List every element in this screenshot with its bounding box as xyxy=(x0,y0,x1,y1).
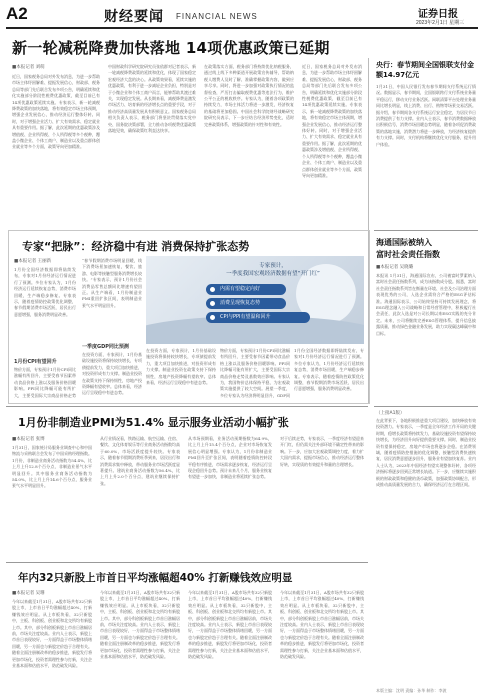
sidebar-story-3-headline: （上接A1版） xyxy=(376,411,405,416)
lead-body-col-3: 在政策落实方面，税务部门将持续优化纳税服务，通过线上线下多种渠道开展政策宣传辅导，帮助纳税人缴费人及时了解、准确掌握政策内容，做到应享尽享。同时，将进一步加强对政策执行情况的监督检查，严厉打击骗取税费优惠等违法行为，维护公平公正的税收秩序。专家认为，随着各项政策的持续发力，市场主体活力将进一步激发，经济恢复的基础将更加稳固。中国社会科学院财经战略研究院研究员表示，下一步应结合经济形势变化，适时完善政策体系，增强政策的针对性和有效性。 xyxy=(204,64,294,127)
sidebar-story-1-body: 1月31日，中国人民银行发布春节期间支付系统运行情况。数据显示，春节期间，全国银联跨行支付系统业务量平稳运行，移动支付业务活跃。网联清算平台处理业务量同比增长明显，线上消费、出行、购物等场景交易活跃。据介绍，春节期间各支付系统运行安全稳定，为居民节日消费提供了有力支撑。业内人士表示，春节消费数据释放出积极信号，消费市场回暖态势明显，随着各项促消费政策的落地实施，消费潜力将进一步释放，为经济恢复提供有力支撑。同时，支付机构将继续优化支付服务，提升用户体验。 xyxy=(376,84,476,147)
feature-pill-1-label: 内需有望稳定向好 xyxy=(220,286,261,292)
feature-byline: ■本报记者 王丽新 xyxy=(14,259,52,264)
feature-illustration xyxy=(146,256,364,344)
masthead-logo: 证券日报 xyxy=(418,9,458,20)
pill-dot-icon xyxy=(210,301,215,306)
pmi-body-col-3: 从市场预期看，业务活动预期指数为64.9%，比上月上升15.4个百分点，企业对市场恢复发展信心明显增强。专家认为，1月份非制造业PMI回升至扩张区间，表明随着疫情防控转段平稳有序推进，市场需求逐步恢复，经济运行呈现企稳回升态势。预计未来几个月，服务业恢复有望进一步加快，非制造业将延续扩张态势。 xyxy=(188,436,272,480)
pmi-body-col-2: 从行业情况看，铁路运输、航空运输、住宿、餐饮、文化体育娱乐等行业商务活动指数均高于60.0%，市场活跃度提升较快。专家表示，随着春节假期消费旺季到来，居民出行和消费需求集中释放，带动服务业市场活跃度显著提升。建筑业商务活动指数为56.4%，比上月上升2.0个百分点，建筑业继续保持扩张。 xyxy=(100,436,180,486)
sidebar-rule-2 xyxy=(374,406,478,407)
lead-body-col-2: 中国财政科学研究院研究员张依群对记者表示，新一轮减税降费政策的延续和优化，体现了国家稳定宏观经济大盘的决心。从政策效果看，延续实施的优惠政策，有利于进一步减轻企业负担，特别是对于小微企业和个体工商户而言，能够帮助其渡过难关，实现稳定发展。从长期来看，减税降费是激发市场活力、培育新的经济增长点的重要手段，对于推动经济高质量发展具有积极意义。国家税务总局相关负责人表示，税务部门将坚决贯彻落实党中央、国务院决策部署，全力推动各项税费优惠政策落地见效，确保政策红利直达快享。 xyxy=(108,64,196,134)
ipo-body-col-3: 今年以来截至1月31日，A股市场共有32只新股上市，上市首日平均涨幅超过40%，打新赚钱效应明显。从上市板块看，32只新股中，主板、科创板、创业板和北交所均有新股上市。其中，部分科创板新股上市首日涨幅居前，市场关注度较高。业内人士表示，新股上市首日表现较好，一方面得益于市场整体情绪回暖，另一方面也与新股定价趋于合理有关。随着全面注册制改革的稳步推进，新股发行将更加市场化，投资者需理性参与打新，关注企业基本面和估值水平，防范破发风险。 xyxy=(188,590,272,660)
sidebar-rule-1 xyxy=(374,230,478,231)
sidebar-story-1-headline: 央行：春节期间全国银联支付金额14.97亿元 xyxy=(376,61,474,79)
ipo-body-col-2: 今年以来截至1月31日，A股市场共有32只新股上市，上市首日平均涨幅超过40%，打新赚钱效应明显。从上市板块看，32只新股中，主板、科创板、创业板和北交所均有新股上市。其中，部分科创板新股上市首日涨幅居前，市场关注度较高。业内人士表示，新股上市首日表现较好，一方面得益于市场整体情绪回暖，另一方面也与新股定价趋于合理有关。随着全面注册制改革的稳步推进，新股发行将更加市场化，投资者需理性参与打新，关注企业基本面和估值水平，防范破发风险。 xyxy=(100,590,180,660)
feature-body-col-5: 1月份全国经济数据即将陆续发布，专家对1月份经济运行情况进行了预测。多位专家认为，1月份经济运行延续恢复态势，消费市场回暖，生产端稳步修复。专家表示，随着疫情防控政策优化调整，春节假期消费市场活跃，居民出行意愿增强，服务消费明显改善。 xyxy=(294,348,364,392)
feature-image-caption: 专家预计， 一季度我国宏观经济数据有望“开门红” xyxy=(226,263,320,277)
ipo-headline: 年内32只新股上市首日平均涨幅超40% 打新赚钱效应明显 xyxy=(18,572,293,584)
feature-pill-2-label: 消费呈现恢复态势 xyxy=(220,300,261,306)
feature-body-col-2b: 在投资方面，专家预计，1月份基础设施投资将保持较快增长，专项债提前发力，重大项目加快推进，对投资形成有力支撑。制造业投资在政策支持下保持韧性，房地产投资降幅有望收窄。总体来看，经济运行呈现稳中有进态势。 xyxy=(82,352,142,396)
feature-pill-2 xyxy=(206,298,286,309)
feature-headline: 专家“把脉”：经济稳中有进 消费保持扩张态势 xyxy=(22,240,250,253)
sidebar-story-2-headline: 海通国际被纳入 富时社会责任指数 xyxy=(376,238,440,259)
section-title: 财经要闻 xyxy=(104,9,164,25)
pmi-headline: 1月份非制造业PMI为51.4% 显示服务业活动小幅扩张 xyxy=(18,416,289,429)
pill-dot-icon xyxy=(210,287,215,292)
lead-body-col-4: 近日，国家税务总局对外发布消息，为进一步帮助市场主体纾困解难、提振发展信心，财政部、税务总局等部门先后联合发布多项公告，明确延续和优化实施部分阶段性税费优惠政策，截至目前已有14项优惠政策延续实施。专家表示，新一轮减税降费政策的加快落地，将有效稳定市场主体预期，增强企业发展信心，推动经济运行整体好转。同时，对于增强企业活力、扩大有效需求、稳定就业具有重要作用。据了解，此次延期的优惠政策涉及增值税、企业所得税、个人所得税等多个税种，覆盖小微企业、个体工商户、制造业以及重点群体创业就业等多个方面，政策导向更加精准。 xyxy=(302,64,362,178)
pmi-byline: ■本报记者 张博 xyxy=(12,437,45,442)
pmi-rule xyxy=(6,406,368,407)
feature-body-col-4: 物价方面，专家预计1月份CPI同比涨幅有所回升，主要受春节因素带动食品价格上涨以及服务价格回暖影响。PPI同比降幅可能有所扩大，主要受国际大宗商品价格走势及基数效应影响。专家认为，我国物价总体保持平稳，为宏观政策实施提供了较大空间。展望一季度，多位专家认为经济将明显回升，GDP同 xyxy=(220,348,290,398)
sidebar-story-3-body: 在此背景下，各地积极推进重大项目建设，加快释放有效投资潜力。专家表示，一季度是全年经济工作开局的关键时期，稳增长政策将持续发力，基础设施投资有望保持较快增长，为经济回升向好提供重要支撑。同时，制造业投资有望保持稳定，房地产市场也将逐步企稳。在消费领域，随着疫情防控措施的优化调整，接触型消费快速恢复，居民消费意愿逐步回升，服务业有望加快复苏。业内人士认为，2023年中国经济有望实现整体好转，各项经济指标将逐步回到正常增长轨道。下一步，应继续实施积极的财政政策和稳健的货币政策，加强政策协调配合，形成推动高质量发展的合力，确保经济运行在合理区间。 xyxy=(376,418,476,488)
header-rule xyxy=(6,27,478,29)
feature-body-col-2a: “春节假期消费市场明显回暖，线下消费场景加速恢复，餐饮、旅游、电影等接触型服务消费增长较快。”专家表示，预计1月份社会消费品零售总额同比增速有望回正。从生产端看，1月份制造业PMI重回扩张区间，表明制造业景气水平明显回升。 xyxy=(82,258,142,308)
feature-subhead-2: 一季度GDP同比预测 xyxy=(82,344,129,350)
lead-body-col-1: 近日，国家税务总局对外发布消息，为进一步帮助市场主体纾困解难、提振发展信心，财政部、税务总局等部门先后联合发布多项公告，明确延续和优化实施部分阶段性税费优惠政策，截至目前已有14项优惠政策延续实施。专家表示，新一轮减税降费政策的加快落地，将有效稳定市场主体预期，增强企业发展信心，推动经济运行整体好转。同时，对于增强企业活力、扩大有效需求、稳定就业具有重要作用。据了解，此次延期的优惠政策涉及增值税、企业所得税、个人所得税等多个税种，覆盖小微企业、个体工商户、制造业以及重点群体创业就业等多个方面，政策导向更加精准。 xyxy=(12,74,100,150)
feature-subhead-1: 1月份CPI有望回升 xyxy=(14,359,57,365)
feature-body-col-1a: 1月份全国经济数据即将陆续发布，专家对1月份经济运行情况进行了预测。多位专家认为，1月份经济运行延续恢复态势，消费市场回暖，生产端稳步修复。专家表示，随着疫情防控政策优化调整，春节假期消费市场活跃，居民出行意愿增强，服务消费明显改善。 xyxy=(14,267,76,317)
dateline: 2023年2月1日 星期三 xyxy=(416,20,465,26)
pill-dot-icon xyxy=(210,315,215,320)
pmi-body-col-4: 对于后续走势，专家表示，一季度经济有望迎来开门红，但仍需关注外部环境不确定性带来的影响。下一步，应加大宏观政策调控力度，着力扩大国内需求，提振市场信心，推动经济运行整体好转，实现质的有效提升和量的合理增长。 xyxy=(280,436,364,467)
ipo-body-col-1: 今年以来截至1月31日，A股市场共有32只新股上市，上市首日平均涨幅超过40%，打新赚钱效应明显。从上市板块看，32只新股中，主板、科创板、创业板和北交所均有新股上市。其中，部分科创板新股上市首日涨幅居前，市场关注度较高。业内人士表示，新股上市首日表现较好，一方面得益于市场整体情绪回暖，另一方面也与新股定价趋于合理有关。随着全面注册制改革的稳步推进，新股发行将更加市场化，投资者需理性参与打新，关注企业基本面和估值水平，防范破发风险。 xyxy=(12,599,92,669)
page-code: A2 xyxy=(6,4,28,23)
sidebar-story-2-byline: ■本报记者 吴晓璐 xyxy=(376,265,414,270)
sidebar-story-2-body: 本报讯 1月31日，海通国际宣布，公司被富时罗素纳入富时社会责任指数系列，成为该指数成分股。据悉，富时社会责任指数系列旨在衡量在环境、社会及公司治理方面表现优秀的公司，入选企业需符合严格的ESG评估标准。海通国际表示，公司始终坚持可持续发展理念，将ESG理念融入公司战略和日常经营管理中，积极履行社会责任，此次入选是对公司长期以来ESG实践的充分肯定。未来，公司将继续完善ESG管理体系，提升信息披露质量，推动绿色金融业务发展，助力实现碳达峰碳中和目标。 xyxy=(376,273,476,336)
feature-body-col-3: 在投资方面，专家预计，1月份基础设施投资将保持较快增长，专项债提前发力，重大项目加快推进，对投资形成有力支撑。制造业投资在政策支持下保持韧性，房地产投资降幅有望收窄。总体来看，经济运行呈现稳中有进态势。 xyxy=(146,348,216,386)
footer-credits: 本版主编：沈明 责编：孙华 制作：李波 xyxy=(376,688,447,693)
section-subtitle: FINANCIAL NEWS xyxy=(176,12,258,21)
ipo-rule xyxy=(6,562,368,563)
lead-byline: ■本报记者 刘萌 xyxy=(12,65,45,70)
pmi-body-col-1: 1月31日，国家统计局服务业调查中心和中国物流与采购联合会发布了中国采购经理指数。1月份，非制造业商务活动指数为54.4%，比上月上升12.8个百分点，非制造业景气水平明显回升。其中服务业商务活动指数为54.0%，比上月上升14.6个百分点，服务业景气水平明显回升。 xyxy=(12,445,92,489)
lead-headline: 新一轮减税降费加快落地 14项优惠政策已延期 xyxy=(12,39,330,57)
feature-pill-3 xyxy=(206,312,310,323)
ipo-byline: ■本报记者 吴珊 xyxy=(12,591,45,596)
feature-body-col-1b: 物价方面，专家预计1月份CPI同比涨幅有所回升，主要受春节因素带动食品价格上涨以及服务价格回暖影响。PPI同比降幅可能有所扩大，主要受国际大宗商品价格走势 xyxy=(14,367,76,398)
ipo-body-col-4: 今年以来截至1月31日，A股市场共有32只新股上市，上市首日平均涨幅超过40%，打新赚钱效应明显。从上市板块看，32只新股中，主板、科创板、创业板和北交所均有新股上市。其中，部分科创板新股上市首日涨幅居前，市场关注度较高。业内人士表示，新股上市首日表现较好，一方面得益于市场整体情绪回暖，另一方面也与新股定价趋于合理有关。随着全面注册制改革的稳步推进，新股发行将更加市场化，投资者需理性参与打新，关注企业基本面和估值水平，防范破发风险。 xyxy=(280,590,364,660)
feature-pill-1 xyxy=(206,284,286,295)
feature-pill-3-label: CPI与PPI有望温和回升 xyxy=(220,314,271,320)
